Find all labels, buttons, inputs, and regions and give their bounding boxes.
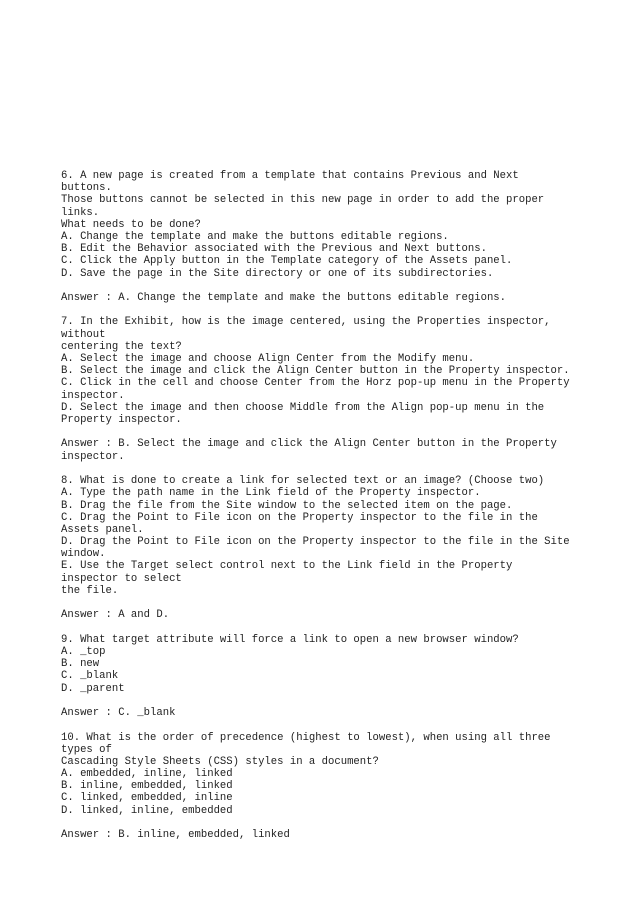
answer-block xyxy=(61,707,621,719)
option-line: D. Drag the Point to File icon on the Property inspector to the file in the Site xyxy=(61,536,570,549)
option-line: A. Change the template and make the buttons editable regions. xyxy=(61,230,449,243)
option-line: the file. xyxy=(61,584,119,597)
option-line: C. Drag the Point to File icon on the Property inspector to the file in the xyxy=(61,511,538,524)
answer-line: Answer : C. _blank xyxy=(61,707,176,720)
option-line: C. linked, embedded, inline xyxy=(61,792,233,805)
option-line: B. Drag the file from the Site window to the selected item on the page. xyxy=(61,499,513,512)
option-line: D. Select the image and then choose Middle from the Align pop-up menu in the xyxy=(61,401,545,414)
option-line: C. _blank xyxy=(61,670,119,683)
question-block xyxy=(61,475,621,597)
option-line: inspector. xyxy=(61,389,125,402)
question-block xyxy=(61,732,621,817)
option-line: A. embedded, inline, linked xyxy=(61,768,233,781)
answer-line: Answer : A and D. xyxy=(61,609,170,622)
question-line: 9. What target attribute will force a link to open a new browser window? xyxy=(61,633,519,646)
answer-block xyxy=(61,609,621,621)
question-block xyxy=(61,316,621,426)
question-line: buttons. xyxy=(61,182,112,195)
option-line: A. Type the path name in the Link field of the Property inspector. xyxy=(61,487,481,500)
option-line: E. Use the Target select control next to the Link field in the Property xyxy=(61,560,513,573)
answer-block xyxy=(61,292,621,304)
option-line: Property inspector. xyxy=(61,413,182,426)
option-line: inspector to select xyxy=(61,572,182,585)
question-line: without xyxy=(61,328,106,341)
question-line: What needs to be done? xyxy=(61,218,201,231)
option-line: window. xyxy=(61,548,106,561)
option-line: C. Click the Apply button in the Template category of the Assets panel. xyxy=(61,255,513,268)
question-line: types of xyxy=(61,743,112,756)
question-line: 8. What is done to create a link for selected text or an image? (Choose two) xyxy=(61,475,545,488)
answer-block xyxy=(61,829,621,841)
question-line: 6. A new page is created from a template that contains Previous and Next xyxy=(61,170,519,182)
question-line: Those buttons cannot be selected in this new page in order to add the proper xyxy=(61,194,545,207)
option-line: D. _parent xyxy=(61,682,125,695)
option-line: A. Select the image and choose Align Center from the Modify menu. xyxy=(61,353,475,366)
option-line: D. linked, inline, embedded xyxy=(61,804,233,817)
option-line: B. inline, embedded, linked xyxy=(61,780,233,793)
question-line: links. xyxy=(61,206,100,219)
answer-line: inspector. xyxy=(61,450,125,463)
answer-block xyxy=(61,438,621,462)
option-line: C. Click in the cell and choose Center from the Horz pop-up menu in the Property xyxy=(61,377,570,390)
option-line: Assets panel. xyxy=(61,523,144,536)
question-line: Cascading Style Sheets (CSS) styles in a document? xyxy=(61,755,379,768)
answer-line: Answer : A. Change the template and make the buttons editable regions. xyxy=(61,291,507,304)
option-line: A. _top xyxy=(61,645,106,658)
document-page xyxy=(61,170,621,854)
answer-line: Answer : B. Select the image and click the Align Center button in the Property xyxy=(61,438,557,451)
question-line: 10. What is the order of precedence (highest to lowest), when using all three xyxy=(61,731,551,744)
answer-line: Answer : B. inline, embedded, linked xyxy=(61,829,290,842)
question-block xyxy=(61,170,621,280)
option-line: B. new xyxy=(61,658,100,671)
option-line: B. Edit the Behavior associated with the Previous and Next buttons. xyxy=(61,243,487,256)
option-line: D. Save the page in the Site directory or one of its subdirectories. xyxy=(61,267,494,280)
question-line: centering the text? xyxy=(61,340,182,353)
question-block xyxy=(61,634,621,695)
question-line: 7. In the Exhibit, how is the image centered, using the Properties inspector, xyxy=(61,316,551,329)
option-line: B. Select the image and click the Align Center button in the Property inspector. xyxy=(61,365,570,378)
